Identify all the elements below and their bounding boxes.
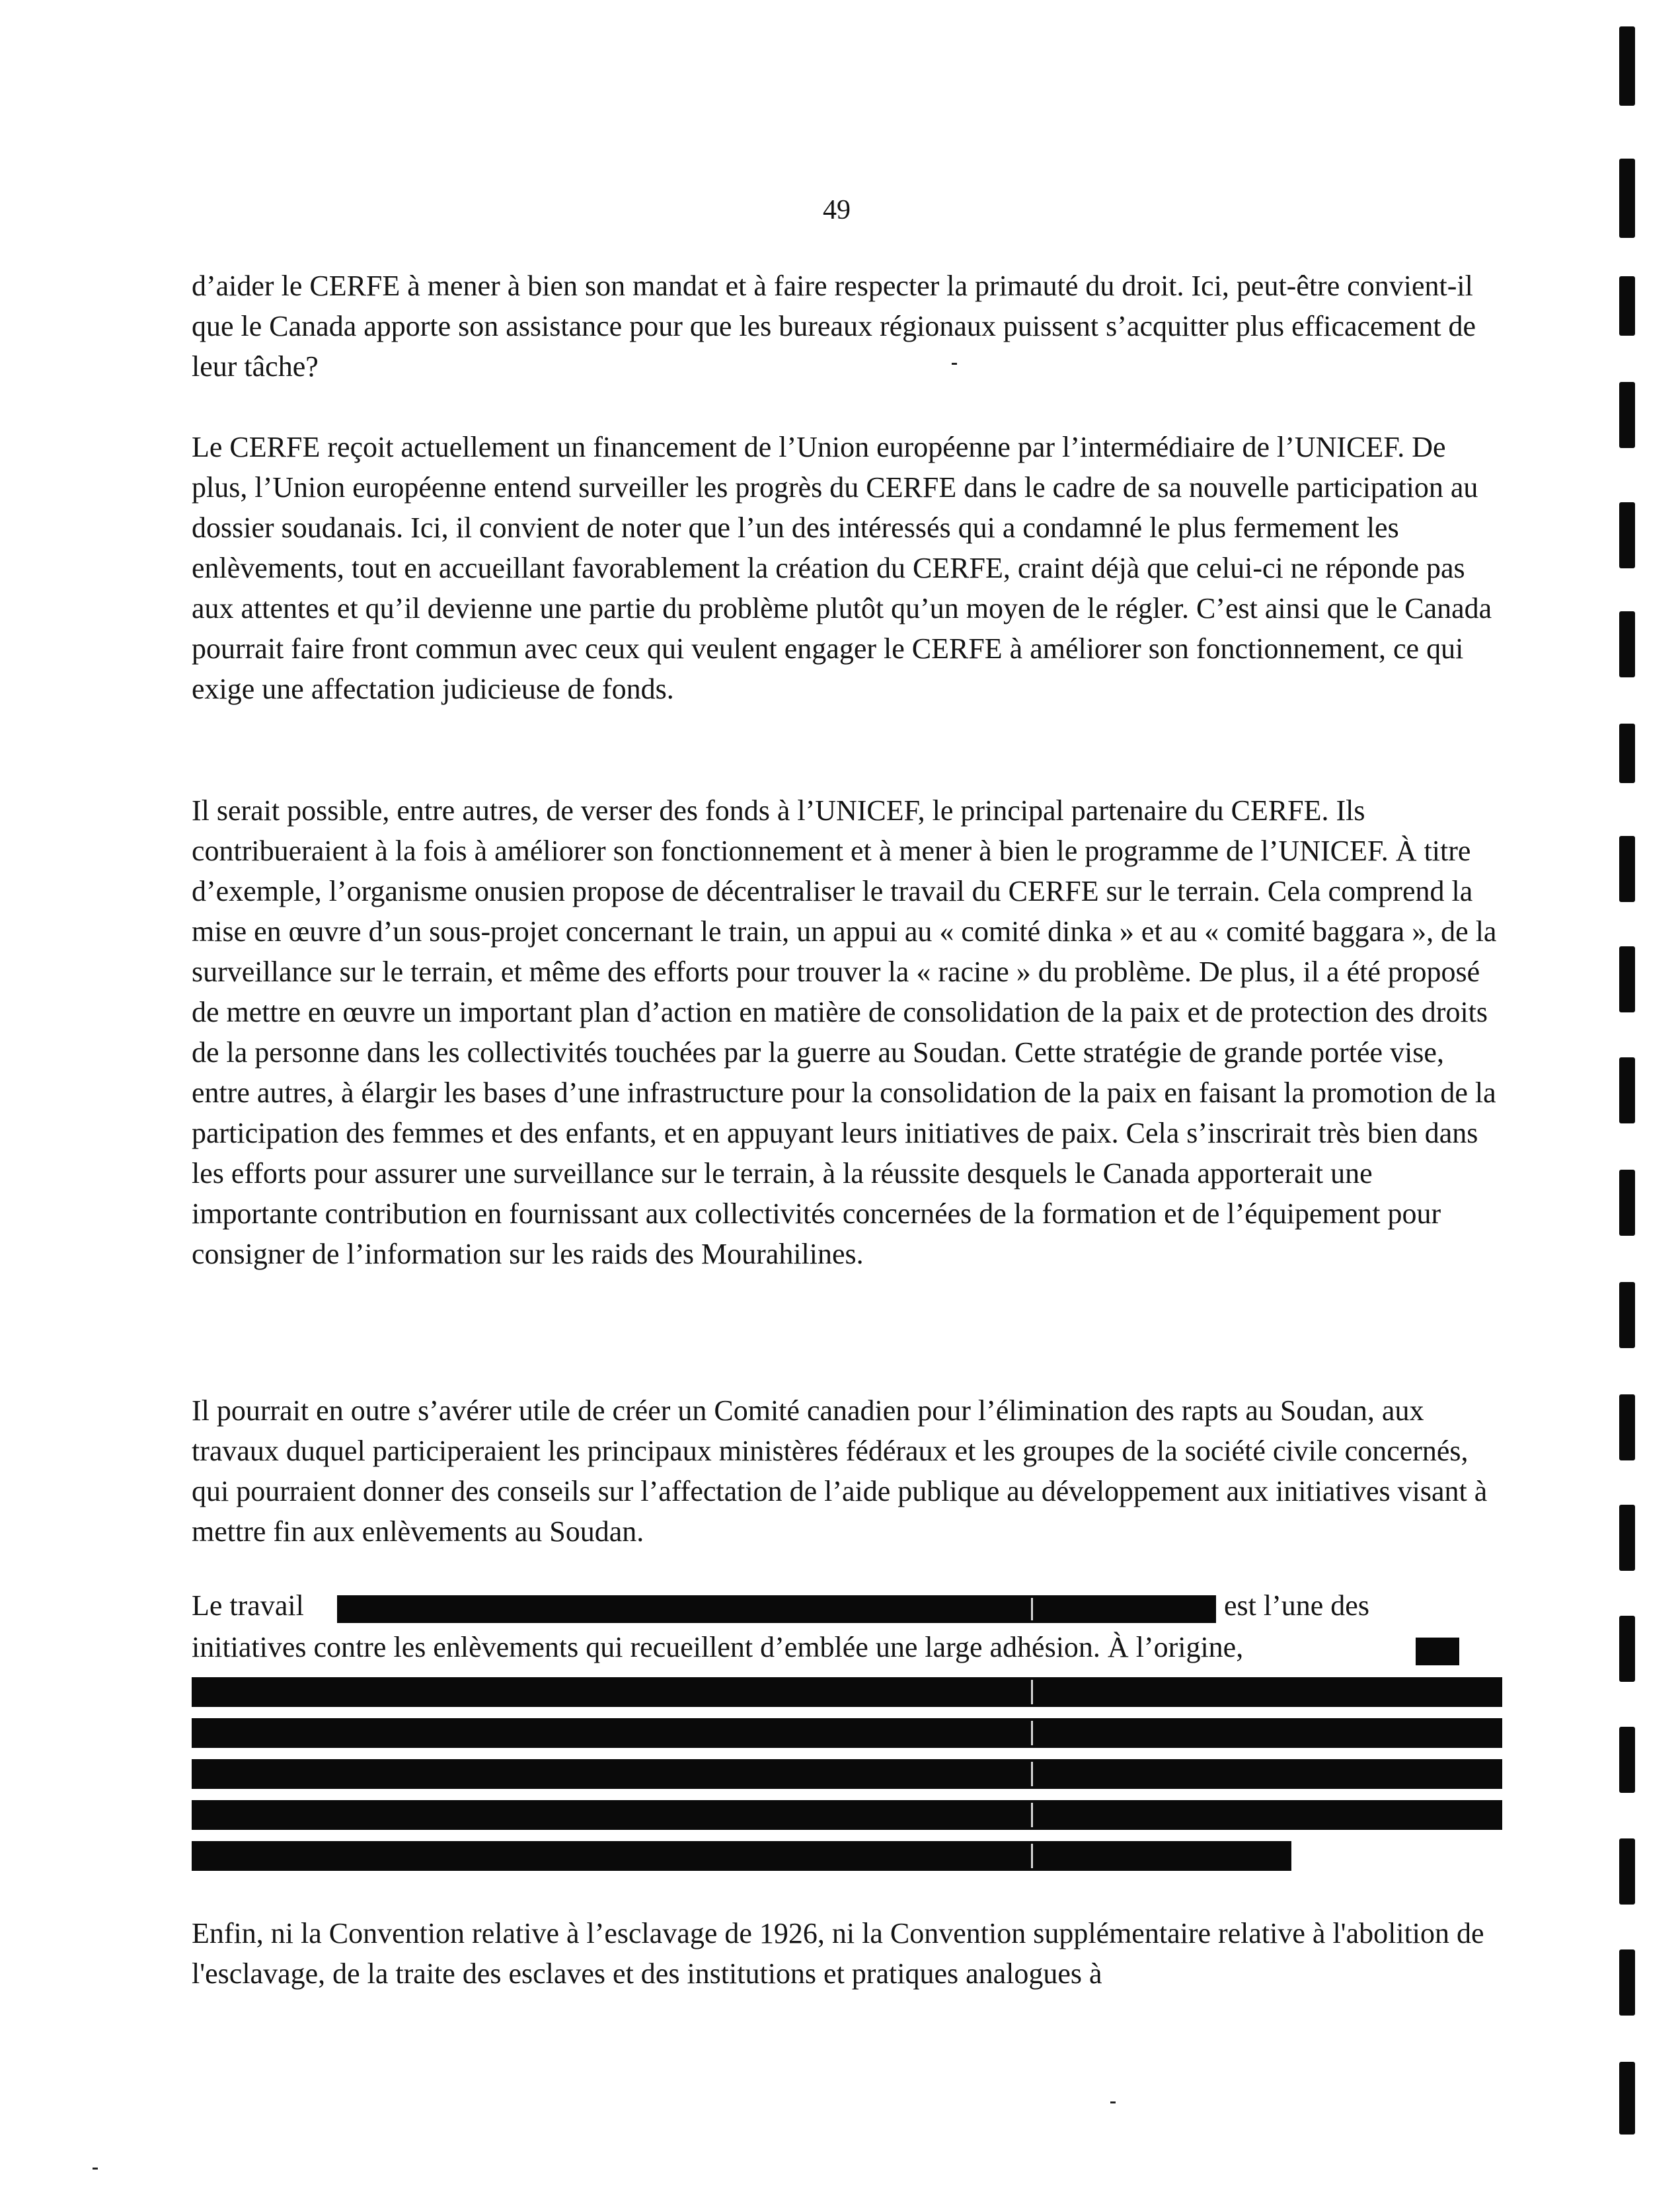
redaction-bar [192,1841,1291,1871]
binding-mark [1619,1949,1635,2016]
binding-mark [1619,1394,1635,1460]
binding-mark [1619,159,1635,238]
redaction-bar [337,1595,1216,1623]
binding-mark [1619,1170,1635,1236]
binding-mark [1619,946,1635,1012]
paragraph-canadian-committee: Il pourrait en outre s’avérer utile de créer un Comité canadien pour l’élimination des rapts au Soudan, aux travaux duquel participeraient les principaux ministères fédéraux et les groupes de la société civile concernés, qui pourraient donner des conseils sur l’affectation de l’aide publique au développement aux initiatives visant à mettre fin aux enlèvements au Soudan. [192,1394,1488,1548]
page-number: 49 [823,195,851,225]
redacted-line2: initiatives contre les enlèvements qui recueillent d’emblée une large adhésion. À l’origine, [192,1631,1244,1663]
binding-mark [1619,1727,1635,1793]
redacted-line1-start: Le travail [192,1589,304,1622]
binding-mark [1619,1838,1635,1905]
redaction-bar [192,1677,1502,1707]
paragraph-unicef-funds: Il serait possible, entre autres, de verser des fonds à l’UNICEF, le principal partenaire du CERFE. Ils contribueraient à la fois à améliorer son fonctionnement et à mener à bien le programme de l’UNICEF. À titre d’exemple, l’organisme onusien propose de décentraliser le travail du CERFE sur le terrain. Cela comprend la mise en œuvre d’un sous-projet concernant le train, un appui au « comité dinka » et au « comité baggara », de la surveillance sur le terrain, et même des efforts pour trouver la « racine » du problème. De plus, il a été proposé de mettre en œuvre un important plan d’action en matière de consolidation de la paix et de protection des droits de la personne dans les collectivités touchées par la guerre au Soudan. Cette stratégie de grande portée vise, entre autres, à élargir les bases d’une infrastructure pour la consolidation de la paix en faisant la promotion de la participation des femmes et des enfants, et en appuyant leurs initiatives de paix. Cela s’inscrirait très bien dans les efforts pour assurer une surveillance sur le terrain, à la réussite desquels le Canada apporterait une importante contribution en fournissant aux collectivités concernées de la formation et de l’équipement pour consigner de l’information sur les raids des Mourahilines. [192,794,1497,1270]
binding-mark [1619,724,1635,783]
redaction-bar [192,1759,1502,1789]
scan-speck [93,2168,98,2170]
scan-speck [1110,2101,1116,2103]
binding-mark [1619,1057,1635,1123]
paragraph-cerfe-mandate: d’aider le CERFE à mener à bien son mandat et à faire respecter la primauté du droit. Ici, peut-être convient-il que le Canada apporte son assistance pour que les bureaux régionaux puissent s’acquitter plus efficacement de leur tâche? [192,270,1476,383]
paragraph-cerfe-funding: Le CERFE reçoit actuellement un financement de l’Union européenne par l’intermédiaire de l’UNICEF. De plus, l’Union européenne entend surveiller les progrès du CERFE dans le cadre de sa nouvelle participation au dossier soudanais. Ici, il convient de noter que l’un des intéressés qui a condamné le plus fermement les enlèvements, tout en accueillant favorablement la création du CERFE, craint déjà que celui-ci ne réponde pas aux attentes et qu’il devienne une partie du problème plutôt qu’un moyen de le régler. C’est ainsi que le Canada pourrait faire front commun avec ceux qui veulent engager le CERFE à améliorer son fonctionnement, ce qui exige une affectation judicieuse de fonds. [192,431,1492,705]
binding-mark [1619,1505,1635,1571]
redaction-bar [192,1718,1502,1748]
binding-mark [1619,1616,1635,1682]
binding-mark [1619,836,1635,902]
redaction-bar [1416,1638,1459,1665]
redacted-line1-end: est l’une des [1224,1589,1369,1622]
binding-mark [1619,26,1635,106]
scan-speck [952,363,957,365]
binding-mark [1619,502,1635,568]
binding-mark [1619,2062,1635,2135]
binding-mark [1619,276,1635,336]
redaction-bar [192,1800,1502,1830]
paragraph-conventions: Enfin, ni la Convention relative à l’esclavage de 1926, ni la Convention supplémentaire relative à l'abolition de l'esclavage, de la traite des esclaves et des institutions et pratiques analogues à [192,1917,1484,1990]
binding-mark [1619,1282,1635,1348]
binding-mark [1619,611,1635,677]
binding-mark [1619,382,1635,448]
